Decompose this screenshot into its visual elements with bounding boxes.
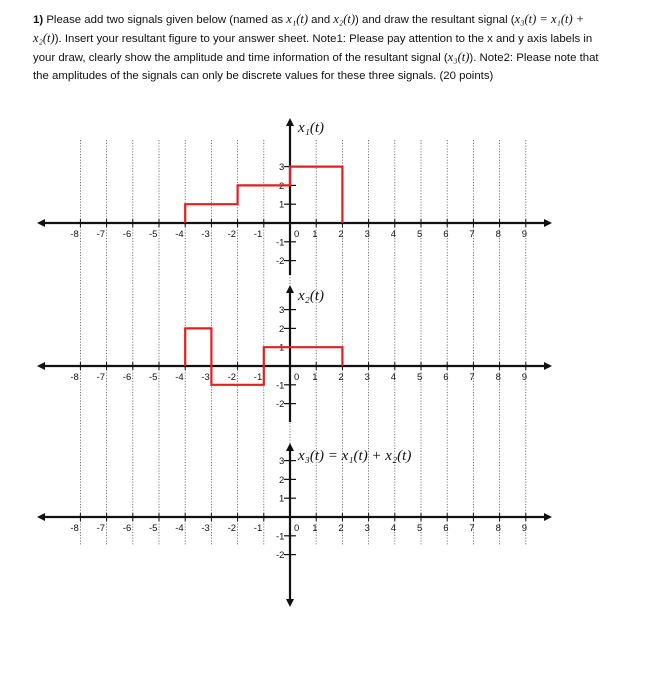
- t-tick-label: 9: [521, 523, 528, 534]
- t-axis-arrow-left: [37, 219, 45, 227]
- t-tick-label: 5: [417, 523, 423, 534]
- signal-x1-waveform: [185, 167, 342, 223]
- question-part-a: Please add two signals given below (named as: [46, 14, 287, 26]
- t-axis-arrow-right: [544, 219, 552, 227]
- amplitude-tick-label: 2: [279, 323, 285, 335]
- t-tick-label: 4: [390, 523, 397, 534]
- t-tick-label: 8: [495, 229, 501, 240]
- amplitude-tick-label: 2: [279, 180, 285, 192]
- t-tick-label: 2: [338, 523, 344, 534]
- amplitude-tick-label: -1: [276, 531, 285, 543]
- t-axis-arrow-left: [37, 362, 45, 370]
- t-tick-label: 0: [294, 229, 300, 240]
- t-axis-arrow-right: [544, 362, 552, 370]
- question-and: and: [308, 14, 334, 26]
- t-axis-arrow-left: [37, 513, 45, 521]
- t-tick-label: -3: [201, 229, 210, 240]
- t-tick-label: 6: [443, 229, 449, 240]
- t-tick-label: 2: [338, 372, 344, 383]
- t-tick-label: -8: [70, 229, 79, 240]
- t-tick-label: -4: [175, 372, 184, 383]
- amplitude-tick-label: -1: [276, 237, 285, 249]
- t-tick-label: -1: [253, 523, 263, 534]
- t-tick-label: 4: [390, 372, 397, 383]
- t-tick-label: -2: [227, 229, 237, 240]
- t-tick-label: 7: [469, 372, 475, 383]
- amplitude-tick-label: -2: [276, 550, 285, 562]
- t-tick-label: 8: [495, 523, 501, 534]
- t-tick-label: 3: [364, 372, 370, 383]
- t-tick-label: -3: [201, 523, 210, 534]
- amplitude-tick-label: 3: [279, 162, 285, 174]
- t-tick-label: -2: [227, 523, 237, 534]
- amplitude-axis-arrow-down: [286, 599, 294, 607]
- question-part-b: ) and draw the resultant signal (: [355, 14, 515, 26]
- t-tick-label: 5: [417, 372, 423, 383]
- t-tick-label: 0: [294, 523, 300, 534]
- t-tick-label: -7: [96, 229, 106, 240]
- t-tick-label: 6: [443, 523, 449, 534]
- t-tick-label: 5: [417, 229, 423, 240]
- t-tick-label: 1: [312, 523, 318, 534]
- t-tick-label: 1: [312, 372, 318, 383]
- amplitude-tick-label: -2: [276, 256, 285, 268]
- t-tick-label: 1: [312, 229, 318, 240]
- x1-name: x₁(t): [286, 12, 308, 26]
- t-tick-label: 8: [495, 372, 501, 383]
- t-tick-label: 3: [364, 523, 370, 534]
- t-tick-label: -5: [149, 229, 158, 240]
- amplitude-axis-arrow-up: [286, 285, 294, 293]
- t-tick-label: -3: [201, 372, 210, 383]
- t-tick-label: -5: [149, 372, 158, 383]
- amplitude-axis-arrow-up: [286, 118, 294, 126]
- t-tick-label: 6: [443, 372, 449, 383]
- t-axis-arrow-right: [544, 513, 552, 521]
- amplitude-tick-label: 1: [279, 493, 285, 505]
- t-tick-label: 4: [390, 229, 397, 240]
- t-tick-label: -4: [175, 229, 184, 240]
- signal-label-x2: x₂(t): [298, 288, 325, 304]
- sum-equation: x₃(t) = x₁(t) + x₂(t): [33, 12, 585, 45]
- amplitude-tick-label: 3: [279, 456, 285, 468]
- t-tick-label: -8: [70, 372, 79, 383]
- t-tick-label: -1: [253, 372, 263, 383]
- t-tick-label: -1: [253, 229, 263, 240]
- t-tick-label: 0: [294, 372, 300, 383]
- t-tick-label: -5: [149, 523, 158, 534]
- x2-name: x₂(t): [333, 12, 356, 26]
- amplitude-tick-label: 1: [279, 342, 285, 354]
- question-number: 1): [33, 14, 44, 26]
- amplitude-tick-label: 1: [279, 199, 285, 211]
- t-tick-label: -6: [122, 372, 132, 383]
- t-tick-label: -6: [122, 523, 132, 534]
- t-tick-label: -6: [122, 229, 132, 240]
- t-tick-label: -4: [175, 523, 184, 534]
- t-tick-label: -7: [96, 523, 106, 534]
- question-part-c: ). Insert your resultant figure to your answer sheet. Note1: Please pay attention to the x and y axis labels in your draw, clearly show the amplitude and time information of the resultant signal (: [33, 33, 593, 64]
- t-tick-label: 9: [521, 372, 528, 383]
- t-tick-label: -7: [96, 372, 106, 383]
- question-part-d: ). Note2: Please note that the amplitudes of the signals can only be discrete values for these three signals. (20 points): [33, 52, 599, 82]
- signal-label-x3: x₃(t) = x₁(t) + x₂(t): [298, 448, 412, 464]
- signal-label-x1: x₁(t): [298, 120, 325, 136]
- x3-name: x₃(t): [447, 50, 470, 64]
- t-tick-label: -8: [70, 523, 79, 534]
- t-tick-label: 2: [338, 229, 344, 240]
- amplitude-tick-label: -2: [276, 399, 285, 411]
- t-tick-label: 7: [469, 229, 475, 240]
- amplitude-tick-label: 3: [279, 305, 285, 317]
- t-tick-label: 3: [364, 229, 370, 240]
- t-tick-label: 7: [469, 523, 475, 534]
- amplitude-tick-label: -1: [276, 380, 285, 392]
- amplitude-tick-label: 2: [279, 474, 285, 486]
- t-tick-label: 9: [521, 229, 528, 240]
- amplitude-axis-arrow-up: [286, 443, 294, 451]
- t-tick-label: -2: [227, 372, 237, 383]
